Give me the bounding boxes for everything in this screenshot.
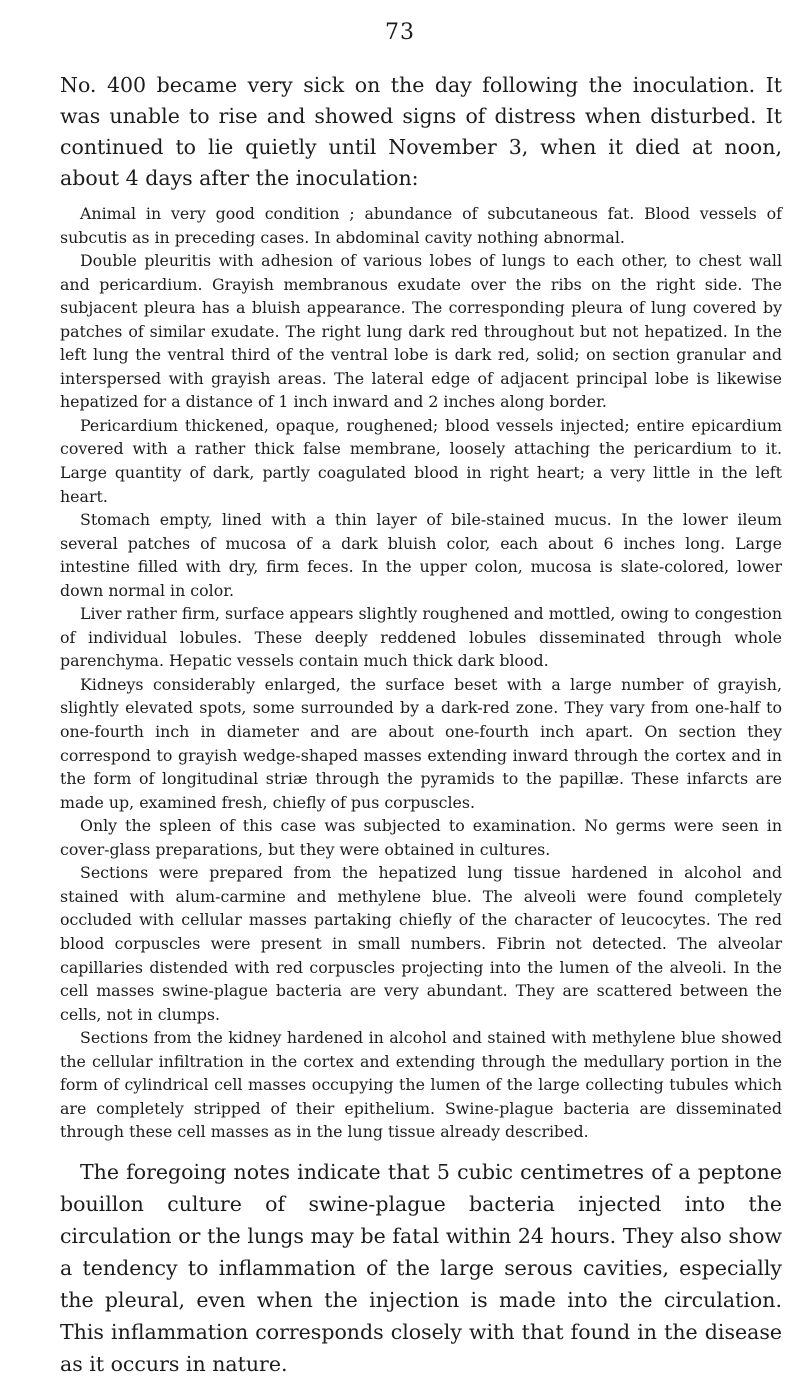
autopsy-paragraph-lung-sections: Sections were prepared from the hepatized lung tissue hardened in alcohol and stained with alum-carmine and methylene blue. The alveoli were found completely occluded with cellular masses partaking chiefly of the character of leucocytes. The red blood corpuscles were present in small numbers. Fibrin not detected. The alveolar capillaries distended with red corpuscles projecting into the lumen of the alveoli. In the cell masses swine-plague bacteria are very abundant. They are scattered between the cells, not in clumps.: [60, 863, 782, 1024]
autopsy-paragraph-kidney-sections: Sections from the kidney hardened in alcohol and stained with methylene blue showed the cellular infiltration in the cortex and extending through the medullary portion in the form of cylindrical cell masses occupying the lumen of the large collecting tubules which are completely stripped of their epithelium. Swine-plague bacteria are disseminated through these cell masses as in the lung tissue already described.: [60, 1028, 782, 1142]
intro-paragraph: No. 400 became very sick on the day following the inoculation. It was unable to rise and showed signs of distress when disturbed. It continued to lie quietly until November 3, when it died at noon, about 4 days after the inoculation:: [60, 73, 782, 190]
autopsy-paragraph-liver: Liver rather firm, surface appears slightly roughened and mottled, owing to congestion of individual lobules. These deeply reddened lobules disseminated through whole parenchyma. Hepatic vessels contain much thick dark blood.: [60, 604, 782, 671]
autopsy-notes: [60, 202, 782, 1144]
autopsy-paragraph-spleen: Only the spleen of this case was subjected to examination. No germs were seen in cover-glass preparations, but they were obtained in cultures.: [60, 816, 782, 859]
autopsy-paragraph-stomach: Stomach empty, lined with a thin layer of bile-stained mucus. In the lower ileum several patches of mucosa of a dark bluish color, each about 6 inches long. Large intestine filled with dry, firm feces. In the upper colon, mucosa is slate-colored, lower down normal in color.: [60, 510, 782, 600]
autopsy-paragraph-lungs: Double pleuritis with adhesion of various lobes of lungs to each other, to chest wall and pericardium. Grayish membranous exudate over the ribs on the right side. The subjacent pleura has a bluish appearance. The corresponding pleura of lung covered by patches of similar exudate. The right lung dark red throughout but not hepatized. In the left lung the ventral third of the ventral lobe is dark red, solid; on section granular and interspersed with grayish areas. The lateral edge of adjacent principal lobe is likewise hepatized for a distance of 1 inch inward and 2 inches along border.: [60, 251, 782, 412]
closing-paragraph: The foregoing notes indicate that 5 cubic centimetres of a peptone bouillon culture of swine-plague bacteria injected into the circulation or the lungs may be fatal within 24 hours. They also show a tendency to inflammation of the large serous cavities, especially the pleural, even when the injection is made into the circulation. This inflammation corresponds closely with that found in the disease as it occurs in nature.: [60, 1160, 782, 1376]
page-number: 73: [385, 20, 415, 45]
autopsy-paragraph-pericardium: Pericardium thickened, opaque, roughened; blood vessels injected; entire epicardium covered with a rather thick false membrane, loosely attaching the pericardium to it. Large quantity of dark, partly coagulated blood in right heart; a very little in the left heart.: [60, 415, 782, 506]
autopsy-paragraph-general: Animal in very good condition ; abundance of subcutaneous fat. Blood vessels of subcutis as in preceding cases. In abdominal cavity nothing abnormal.: [60, 204, 782, 247]
autopsy-paragraph-kidneys: Kidneys considerably enlarged, the surface beset with a large number of grayish, slightly elevated spots, some surrounded by a dark-red zone. They vary from one-half to one-fourth inch in diameter and are about one-fourth inch apart. On section they correspond to grayish wedge-shaped masses extending inward through the cortex and in the form of longitudinal striæ through the pyramids to the papillæ. These infarcts are made up, examined fresh, chiefly of pus corpuscles.: [60, 674, 782, 812]
